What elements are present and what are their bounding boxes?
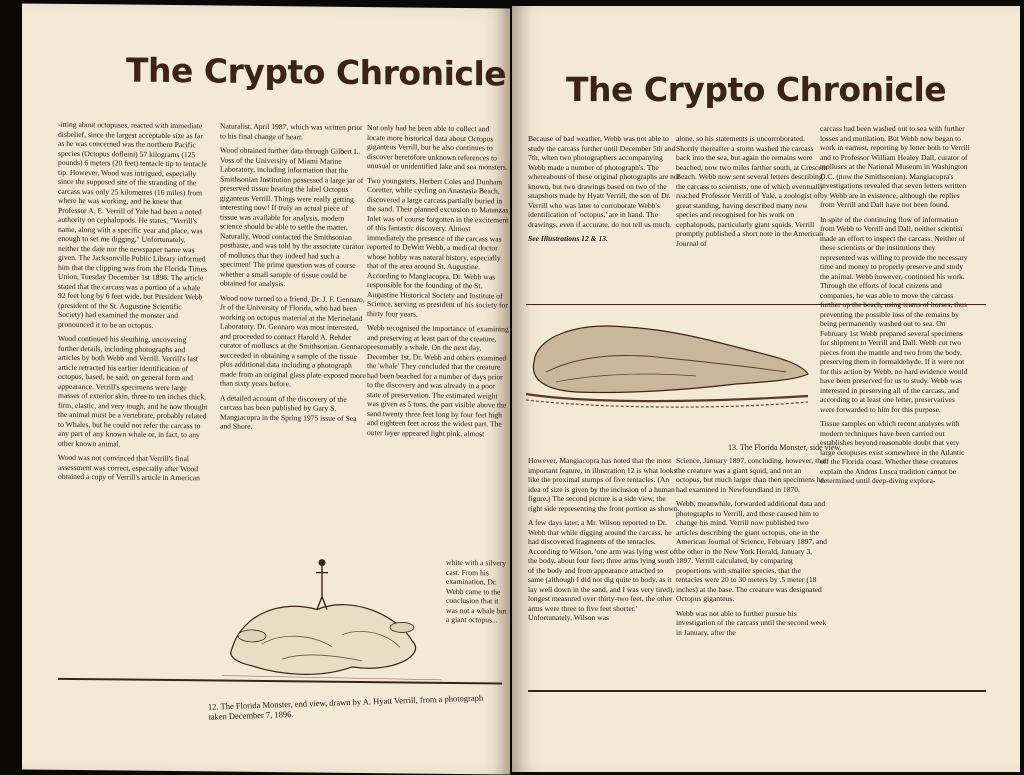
paragraph: Webb, meanwhile, forwarded additional data and photographs to Verrill, and these caused him to change his mind. Verrill now published two articles describing the giant octopus, one in the American Journal of Science, February 1897, and the other in the New York Herald, January 3, 1897. Verrill calculated, by comparing proportions with smaller species, that the tentacles were 20 to 30 meters by .5 meter (18 inches) at the base. The creature was designated Octopus giganteus. bbox=[676, 499, 827, 603]
paragraph: Tissue samples on which recent analyses with modern techniques have been carried out establishes beyond reasonable doubt that very large octopuses exist somewhere in the Atlantic off the Florida coast. Whether these creatures explain the Andros Lusca tradition cannot be determined until deep-diving explora- bbox=[820, 419, 965, 485]
paragraph: -itting about octopuses, reacted with immediate disbelief, since the largest acceptable size as far as he was concerned was the northern Pacific species (Octopus dofleini) 57 kilograms (125 pounds) 6 meters (20 feet) tentacle tip to tentacle tip. However, Wood was intrigued, especially since the supposed site of the stranding of the carcass was only 25 kilometres (16 miles) from where he was working, and he knew that Professor A. E. Verrill of Yale had been a noted authority on cephalopods. He states, "Verrill's name, along with a specific year and place, was enough to set me digging." Unfortunately, neither the date nor the newspaper name was given. The Jacksonville Public Library informed him that the clipping was from the Florida Times Union, Tuesday December 1st 1896. The article stated that the carcass was a portion of a whale 92 feet long by 6 feet wide, but President Webb (president of the St. Augustine Scientific Society) had examined the monster and pronounced it to be an octopus. bbox=[58, 119, 207, 330]
masthead-left: The Crypto Chronicle bbox=[126, 50, 507, 94]
right-column-3 bbox=[820, 124, 970, 491]
left-column-2 bbox=[220, 122, 367, 438]
paragraph: In spite of the continuing flow of information from Webb to Verrill and Dall, neither scientist made an effort to inspect the carcass. Neither of these scientists or the institutions they represented was willing to provide the necessary time and money to properly preserve and study the animal. Webb however, continued his work. Through the efforts of local citizens and companies, he was able to move the carcass preventing the possible loss of the remains by being permanently washed out to sea. On February 1st Webb prepared several specimens for shipment to Verrill and Dall. Webb cut two pieces from the mantle and two from the body, preserving them in formaldehyde. If it were not for this action by Webb, no hard evidence would have been preserved for us to study. Webb was interested in preserving all of the carcass, and according to at least one letter, preservatives were forwarded to him for this purpose. bbox=[820, 214, 968, 414]
paragraph: alone, so his statements is uncorroborated. Shortly thereafter a storm washed the carcass back into the sea, but again the remains were beached, now two miles farther south, at Crescent Beach. Webb now sent several letters describing the carcass to scientists, one of which eventually reached Professor Verrill of Yale, a zoologist of great standing, having described many new species and recognised for his work on cephalopods, particularly giant squids. Verrill promptly published a short note in the American Journal of bbox=[676, 134, 828, 248]
paragraph: Wood was not convinced that Verrill's final assessment was correct, especially after Wood obtained a copy of Verrill's article in American bbox=[58, 452, 200, 483]
paragraph: A few days later, a Mr. Wilson reported to Dr. Webb that while digging around the carcass, he had discovered fragments of the tentacles. According to Wilson, 'one arm was lying west of the body, about four feet; three arms lying south of the body and from appearance attached to same (although I did not dig quite to body, as it lay well down in the sand, and I was very tired), longest measured over thirty-two feet, the other arms were three to five feet shorter.' Unfortunately, Wilson was bbox=[528, 518, 677, 622]
paragraph: A detailed account of the discovery of the carcass has been published by Gary S. Mangiacopra in the Spring 1975 issue of Sea and Shore. bbox=[220, 393, 357, 431]
figure-caption-13: 13. The Florida Monster, side view. bbox=[728, 443, 842, 452]
illustration-florida-monster-side-view bbox=[516, 302, 816, 422]
paragraph: Two youngsters, Herbert Coles and Dunham Coretter, while cycling on Anastasia Beach, discovered a large carcass partially buried in the sand. Their planned excursion to Matanzas Inlet was of course forgotten in the excitement of this fantastic discovery. Almost immediately the presence of the carcass was reported to DeWitt Webb, a medical doctor whose hobby was natural history, especially that of the area around St. Augustine. According to Mangiacopra, Dr. Webb was responsible for the founding of the St. Augustine Historical Society and Institute of Science, serving as president of his society for thirty four years. bbox=[367, 175, 509, 319]
figure-caption-12: 12. The Florida Monster, end view, drawn by A. Hyatt Verrill, from a photograph taken December 7, 1896. bbox=[207, 692, 484, 722]
paragraph: white with a silvery cast. From his examination, Dr. Webb came to the conclusion that it was not a whale but a giant octopus... bbox=[446, 557, 507, 625]
left-page bbox=[22, 3, 510, 774]
paragraph: Science, January 1897, concluding, however, that the creature was a giant squid, and not an octopus, but much larger than then specimens he had examined in Newfoundland in 1870. bbox=[676, 456, 827, 494]
right-page bbox=[512, 6, 1020, 772]
footer-rule bbox=[528, 690, 986, 692]
paragraph: Wood obtained further data through Gilbert L. Voss of the University of Miami Marine Laboratory, including information that the Smithsonian Institution possessed a large jar of preserved tissue bearing the label Octopus giganteus Verrill. Things were really getting interesting now! If truly an actual piece of tissue was available for analysis, modern science should be able to settle the matter. Naturally, Wood contacted the Smithsonian posthaste, and was told by the associate curator of molluscs that they indeed had such a specimen! The prime question was of course whether a small sample of tissue could be obtained for analysis. bbox=[220, 145, 364, 289]
right-column-1 bbox=[528, 134, 680, 249]
illustration-florida-monster-end-view bbox=[222, 554, 442, 686]
paragraph: Because of bad weather, Webb was not able to study the carcass further until December 5th and 7th, when two photographers accompanying Webb made a number of photograph's. The whereabouts of these original photographs are not known, but two drawings based on two of the snapshots made by Hyatt Verrill, the son of Dr. Verrill who was later to corroborate Webb's identification of 'octopus,' are in hand. The drawings, even if accurate, do not tell us much. bbox=[528, 134, 680, 229]
left-column-3-tail bbox=[446, 558, 508, 630]
paragraph: Webb recognised the importance of examining and preserving at least part of the creature, presumably a whale. On the next day, December 1st, Dr. Webb and others examined the 'whale' They concluded that the creature had been beached for a number of days prior to the discovery and was already in a poor state of preservation. The estimated weight was given as 5 tons, the part visible above the sand twenty three feet long by four feet high and eighteen feet across the widest part. The outer layer appeared light pink, almost bbox=[367, 323, 509, 438]
paragraph: Webb was not able to further pursue his investigation of the carcass until the second week in January, after the bbox=[676, 608, 827, 637]
right-column-1-lower bbox=[528, 456, 680, 628]
paragraph: Wood now turned to a friend, Dr. J. F. Gennaro, Jr of the University of Florida, who had been working on octopus material at the Merineland Laboratory. Dr. Gennaro was most interested, and proceeded to contact Harold A. Rehder curator of molluscs at the Smithsonian. Gennaro succeeded in obtaining a sample of the tissue plus additional data including a photograph made from an original glass plate exposed more than sixty years before. bbox=[220, 293, 367, 389]
paragraph: Not only had he been able to collect and locate more historical data about Octopus giganteus Verrill, but he also continues to discover heretofore unknown references to unusual or unidentified lake and sea monsters. bbox=[367, 123, 508, 172]
right-column-2-lower bbox=[676, 456, 828, 642]
paragraph: Wood continued his sleuthing, uncovering further details, including photographs and articles by both Webb and Verrill. Verrill's last article retracted his earlier identification of octopus, based, he said, on general form and appearance. Verrill's specimens were large masses of exterior skin, three to ten inches thick, firm, elastic, and very tough, and he now thought the animal must be a vertebrate, probably related to Whales, but he could not refer the carcass to any part of any known whale or, in fact, to any other known animal. bbox=[58, 333, 208, 448]
paragraph: carcass had been washed out to sea with further losses and mutilation. But Webb now began to work in earnest, reporting by letter both to Verrill and to Professor William Healey Dall, curator of molluscs at the National Museum in Washington D.C. (now the Smithsonian). Mangiacopra's investigations revealed that seven letters written by Webb are in existence, although the replies from Verrill and Dall have not been found. bbox=[820, 124, 970, 209]
masthead-right: The Crypto Chronicle bbox=[566, 70, 947, 109]
paragraph: Naturalist, April 1987, which was written prior to his final change of heart. bbox=[220, 121, 363, 141]
paragraph: However, Mangiacopra has noted that the most important feature, in illustration 12 is what looks like the proximal stumps of five tentacles. (An idea of size is given by the inclusion of a human figure.) The second picture is a side view, the right side representing the front portion as shown. bbox=[528, 456, 680, 513]
left-column-3 bbox=[367, 123, 509, 443]
left-column-1 bbox=[58, 120, 208, 488]
right-column-2 bbox=[676, 134, 828, 253]
illustration-reference: See Illustrations 12 & 13. bbox=[528, 234, 608, 243]
